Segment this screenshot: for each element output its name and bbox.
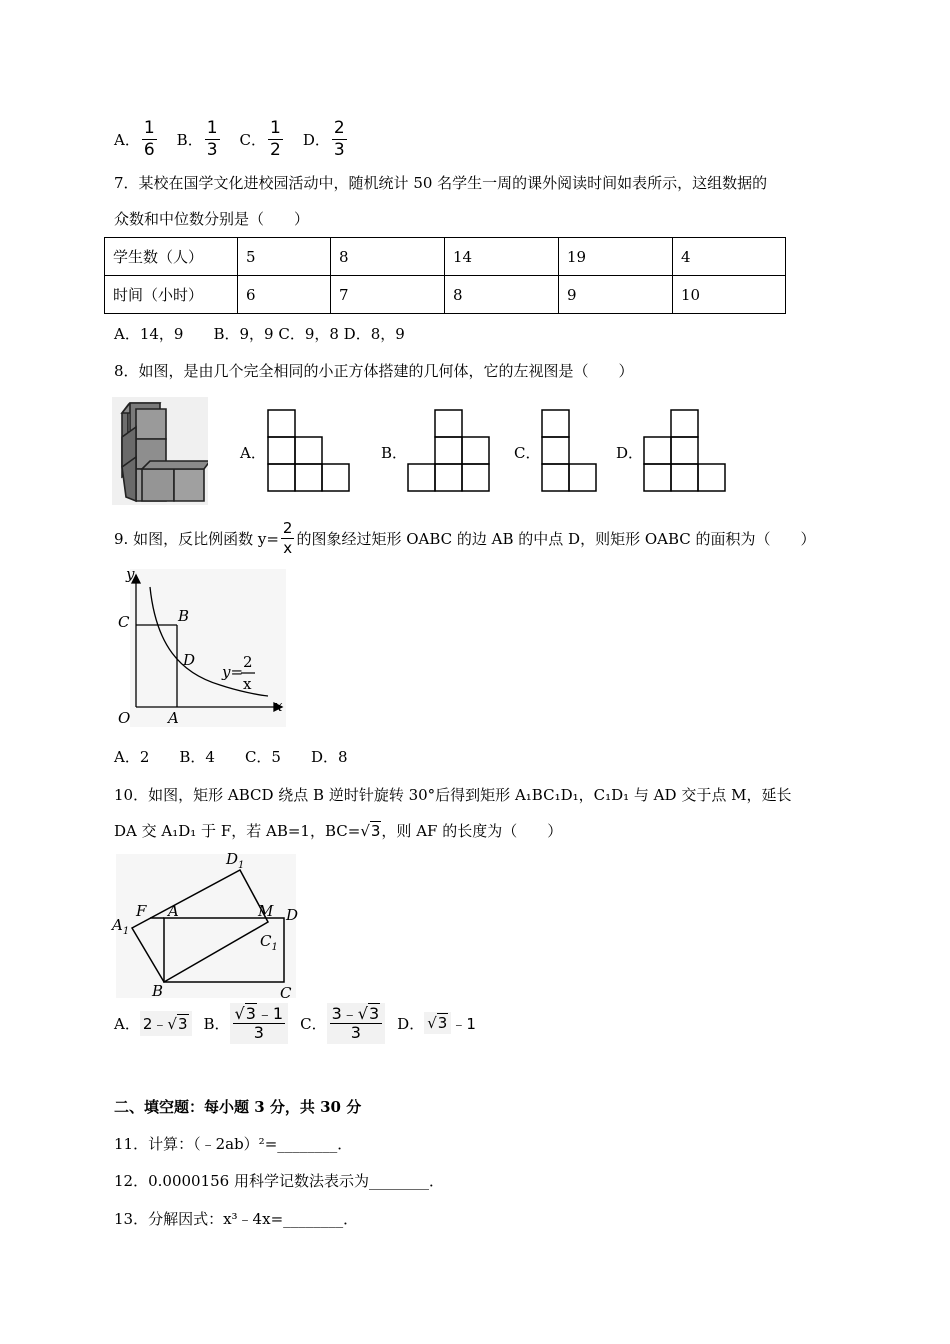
q9-figure bbox=[110, 565, 290, 730]
q6-option-b-label: B． bbox=[176, 130, 203, 149]
q9-fraction: $\frac{2}{x}$ bbox=[282, 518, 293, 557]
table-row bbox=[105, 238, 786, 276]
q9-curve-eq-den: x bbox=[243, 675, 252, 693]
q8-option-c-figure bbox=[541, 409, 599, 493]
q10-point-c: C bbox=[280, 984, 292, 1000]
q10-option-c-label: C． bbox=[300, 1014, 327, 1033]
q10-figure bbox=[108, 848, 308, 1000]
q9-point-b: B bbox=[178, 607, 190, 625]
q8-text: 8．如图，是由几个完全相同的小正方体搭建的几何体，它的左视图是（ ） bbox=[114, 362, 634, 380]
q9-point-c: C bbox=[118, 613, 130, 631]
table-cell: 9 bbox=[559, 276, 673, 314]
table-cell: 学生数（人） bbox=[105, 238, 238, 276]
q10-option-b-label: B． bbox=[203, 1014, 230, 1033]
q8-option-c-label: C． bbox=[514, 444, 541, 462]
q10-option-a-label: A． bbox=[114, 1014, 140, 1033]
q6-option-c-label: C． bbox=[239, 130, 267, 149]
q9-options: A．2 B．4 C．5 D．8 bbox=[114, 748, 348, 766]
q7-line2: 众数和中位数分别是（ ） bbox=[114, 210, 310, 228]
table-cell: 14 bbox=[445, 238, 559, 276]
q9-suffix: 的图象经过矩形 OABC 的边 AB 的中点 D，则矩形 OABC 的面积为（ ） bbox=[296, 529, 816, 548]
q12-text: 12．0.0000156 用科学记数法表示为________． bbox=[114, 1172, 444, 1190]
table-cell: 5 bbox=[238, 238, 331, 276]
q10-option-d: √3 bbox=[424, 1012, 451, 1034]
q6-options bbox=[114, 116, 349, 162]
q10-point-a1: $A_1$ bbox=[112, 916, 130, 937]
q10-point-m: M bbox=[258, 902, 274, 920]
q9-curve-eq-num: 2 bbox=[243, 653, 253, 671]
q13-text: 13．分解因式：x³﹣4x=________． bbox=[114, 1210, 359, 1228]
table-cell: 10 bbox=[673, 276, 786, 314]
q10-point-b: B bbox=[152, 982, 164, 1000]
q11-text: 11．计算：（﹣2ab）²=________． bbox=[114, 1135, 353, 1153]
table-row bbox=[105, 276, 786, 314]
q9-curve-eq: y= bbox=[222, 663, 244, 681]
q10-sqrt3: √3 bbox=[360, 822, 381, 840]
section2-title: 二、填空题：每小题 3 分，共 30 分 bbox=[114, 1098, 362, 1116]
q10-point-a: A bbox=[168, 902, 179, 920]
q10-option-b-fraction: √3﹣1 3 bbox=[230, 1003, 289, 1044]
q10-line2-tail: ，则 AF 的长度为（ ） bbox=[381, 822, 563, 840]
q10-point-c1: $C_1$ bbox=[260, 932, 278, 953]
q10-line2-head: DA 交 A₁D₁ 于 F，若 AB=1，BC= bbox=[114, 822, 361, 840]
q8-option-b-label: B． bbox=[381, 444, 408, 462]
q7-line1: 7．某校在国学文化进校园活动中，随机统计 50 名学生一周的课外阅读时间如表所示，这组数据的 bbox=[114, 174, 768, 192]
q10-line2 bbox=[114, 820, 562, 841]
q10-point-f: F bbox=[136, 902, 147, 920]
q9-prefix: 9. 如图，反比例函数 y= bbox=[114, 529, 279, 548]
q10-option-a: 2﹣√3 bbox=[140, 1011, 192, 1036]
q6-option-d-label: D． bbox=[302, 130, 330, 149]
q8-option-d-figure bbox=[643, 409, 727, 493]
q9-y-axis-label: y bbox=[126, 565, 135, 583]
q8-option-d-label: D． bbox=[616, 444, 644, 462]
q10-point-d: D bbox=[286, 906, 299, 924]
table-cell: 8 bbox=[445, 276, 559, 314]
q8-option-a-label: A． bbox=[240, 444, 266, 462]
q9-point-d: D bbox=[183, 651, 196, 669]
q6-option-d-fraction: $\frac{2}{3}$ bbox=[333, 117, 345, 160]
table-cell: 7 bbox=[331, 276, 445, 314]
q8-option-b-figure bbox=[407, 409, 491, 493]
q9-x-axis-label: x bbox=[274, 697, 283, 715]
table-cell: 6 bbox=[238, 276, 331, 314]
q10-point-d1: $D_1$ bbox=[226, 850, 245, 871]
q9-point-a: A bbox=[168, 709, 179, 727]
q7-table bbox=[104, 237, 786, 314]
q8-solid-figure bbox=[112, 397, 208, 505]
q9-point-o: O bbox=[118, 709, 131, 727]
table-cell: 4 bbox=[673, 238, 786, 276]
table-cell: 8 bbox=[331, 238, 445, 276]
q7-options: A．14，9 B．9，9 C．9，8 D．8，9 bbox=[114, 325, 405, 343]
q10-line1: 10．如图，矩形 ABCD 绕点 B 逆时针旋转 30°后得到矩形 A₁BC₁D₁，C₁D₁ 与 AD 交于点 M，延长 bbox=[114, 786, 792, 804]
q10-options: A． 2﹣√3 B． √3﹣1 3 C． 3﹣√3 3 D． √3 ﹣1 bbox=[114, 1003, 476, 1042]
q6-option-a-fraction: $\frac{1}{6}$ bbox=[143, 117, 155, 160]
q6-option-a-label: A． bbox=[114, 130, 140, 149]
q10-option-d-label: D． bbox=[397, 1014, 425, 1033]
q10-option-c-fraction: 3﹣√3 3 bbox=[327, 1003, 386, 1044]
table-cell: 19 bbox=[559, 238, 673, 276]
q9-text bbox=[114, 514, 816, 562]
table-cell: 时间（小时） bbox=[105, 276, 238, 314]
q6-option-b-fraction: $\frac{1}{3}$ bbox=[206, 117, 218, 160]
q8-option-a-figure bbox=[267, 409, 351, 493]
q6-option-c-fraction: $\frac{1}{2}$ bbox=[270, 117, 281, 160]
